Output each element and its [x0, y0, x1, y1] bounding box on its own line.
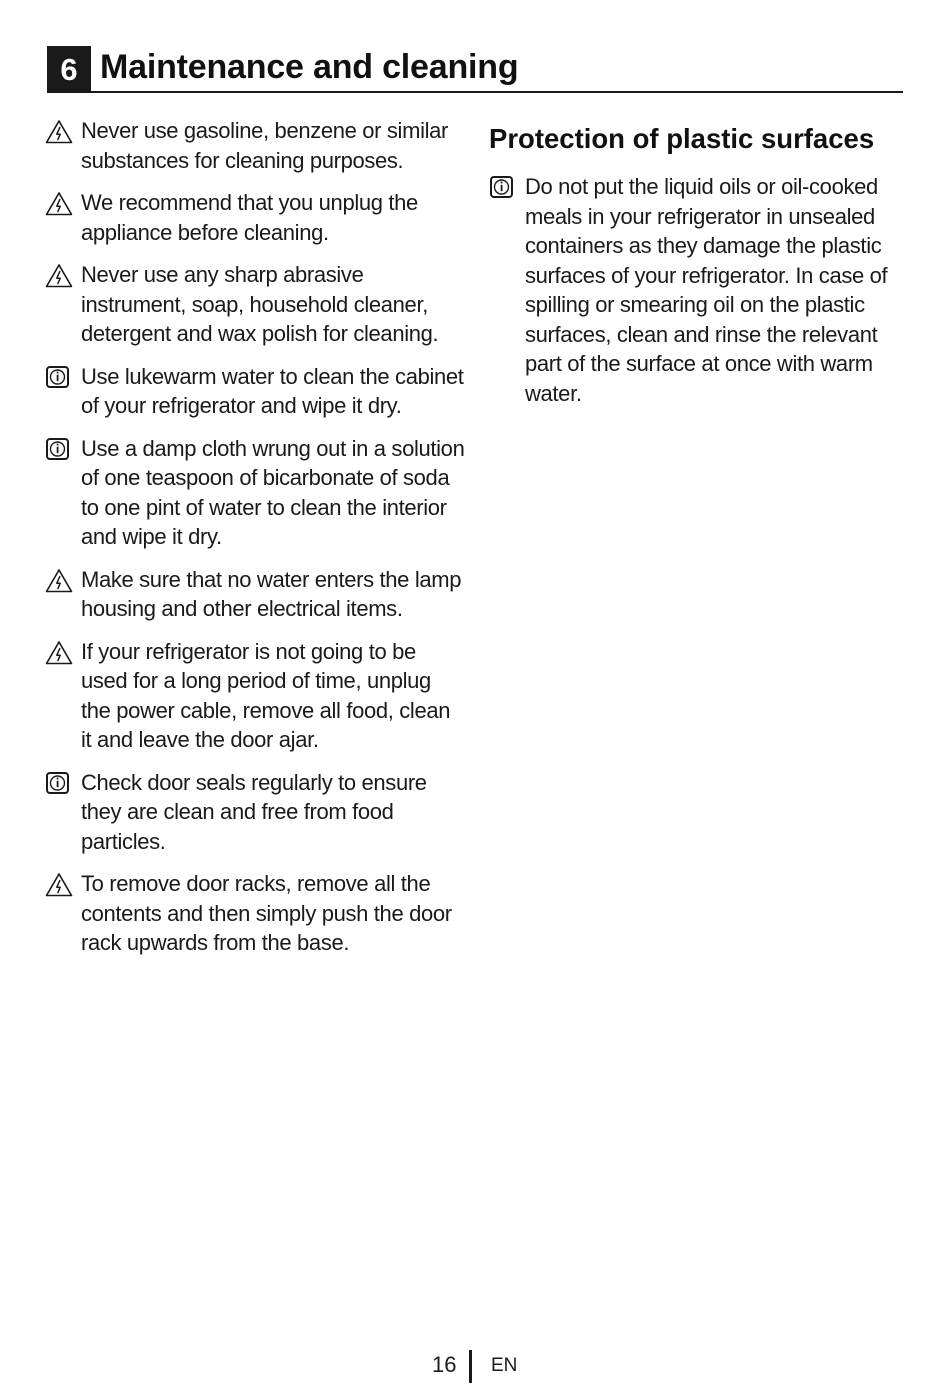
page-number: 16 [432, 1352, 457, 1377]
info-icon [45, 365, 73, 390]
warning-icon [45, 191, 73, 216]
item-text: Never use gasoline, benzene or similar substances for cleaning purposes. [81, 118, 449, 173]
list-item [489, 172, 909, 408]
footer-divider [469, 1350, 472, 1383]
info-icon [45, 771, 73, 796]
list-item [45, 116, 465, 175]
warning-icon [45, 568, 73, 593]
list-item [45, 768, 465, 857]
item-text: Use a damp cloth wrung out in a solution of one teaspoon of bicarbonate of soda to one pint of water to clean the interior and wipe it dry. [81, 435, 465, 549]
warning-icon [45, 640, 73, 665]
language-code: EN [491, 1355, 518, 1376]
list-item [45, 362, 465, 421]
page-footer [0, 1350, 950, 1384]
chapter-number: 6 [47, 46, 91, 93]
section-title: Protection of plastic surfaces [489, 123, 875, 154]
item-text: We recommend that you unplug the appliance before cleaning. [81, 190, 418, 245]
left-column [45, 116, 465, 971]
item-text: To remove door racks, remove all the contents and then simply push the door rack upwards from the base. [81, 871, 452, 955]
right-column [489, 124, 909, 421]
list-item [45, 565, 465, 624]
list-item [45, 188, 465, 247]
item-text: Never use any sharp abrasive instrument, soap, household cleaner, detergent and wax polish for cleaning. [81, 262, 439, 346]
chapter-header [47, 46, 903, 93]
info-icon [489, 175, 517, 200]
warning-icon [45, 119, 73, 144]
list-item [45, 637, 465, 755]
list-item [45, 434, 465, 552]
item-text: Use lukewarm water to clean the cabinet of your refrigerator and wipe it dry. [81, 363, 464, 418]
warning-icon [45, 263, 73, 288]
item-text: Do not put the liquid oils or oil-cooked meals in your refrigerator in unsealed containers as they damage the plastic surfaces of your refrigerator. In case of spilling or smearing oil on the plastic surfaces, clean and rinse the relevant part of the surface at once with warm water. [525, 174, 888, 406]
list-item [45, 260, 465, 349]
item-text: Make sure that no water enters the lamp housing and other electrical items. [81, 566, 462, 621]
chapter-title: Maintenance and cleaning [100, 48, 519, 86]
info-icon [45, 437, 73, 462]
list-item [45, 869, 465, 958]
item-text: Check door seals regularly to ensure they are clean and free from food particles. [81, 769, 427, 854]
item-text: If your refrigerator is not going to be used for a long period of time, unplug the power cable, remove all food, clean it and leave the door ajar. [81, 638, 451, 752]
warning-icon [45, 872, 73, 897]
